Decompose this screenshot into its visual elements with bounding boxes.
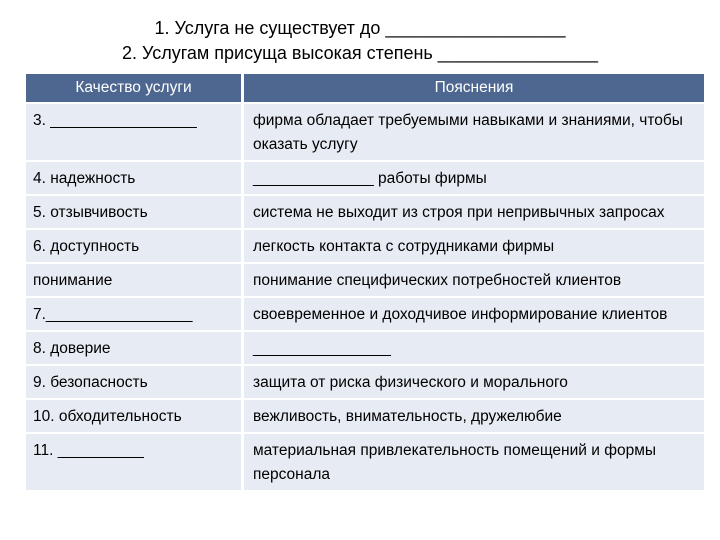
explanation-cell: легкость контакта с сотрудниками фирмы: [244, 228, 704, 262]
explanation-cell: система не выходит из строя при непривычных запросах: [244, 194, 704, 228]
explanation-cell: фирма обладает требуемыми навыками и знаниями, чтобы оказать услугу: [244, 102, 704, 160]
table-row: [26, 160, 704, 194]
column-header-explanation: Пояснения: [244, 74, 704, 102]
quality-cell: 10. обходительность: [26, 398, 244, 432]
table-row: [26, 102, 704, 160]
quality-cell: 11. __________: [26, 432, 244, 490]
explanation-cell: защита от риска физического и морального: [244, 364, 704, 398]
quality-cell: 8. доверие: [26, 330, 244, 364]
heading-line-2: 2. Услугам присуща высокая степень ________________: [122, 43, 598, 63]
column-header-quality: Качество услуги: [26, 74, 244, 102]
quality-cell: 6. доступность: [26, 228, 244, 262]
table-row: [26, 364, 704, 398]
quality-cell: понимание: [26, 262, 244, 296]
table-row: [26, 262, 704, 296]
explanation-cell: ______________ работы фирмы: [244, 160, 704, 194]
explanation-cell: своевременное и доходчивое информирование клиентов: [244, 296, 704, 330]
service-quality-table: [26, 74, 704, 490]
table-header-row: [26, 74, 704, 102]
table-row: [26, 194, 704, 228]
table-row: [26, 398, 704, 432]
explanation-cell: материальная привлекательность помещений и формы персонала: [244, 432, 704, 490]
table-row: [26, 228, 704, 262]
quality-cell: 4. надежность: [26, 160, 244, 194]
table-row: [26, 432, 704, 490]
quality-cell: 3. _________________: [26, 102, 244, 160]
quality-cell: 7._________________: [26, 296, 244, 330]
heading-line-1: 1. Услуга не существует до __________________: [154, 18, 566, 38]
quality-cell: 5. отзывчивость: [26, 194, 244, 228]
table-row: [26, 296, 704, 330]
explanation-cell: понимание специфических потребностей клиентов: [244, 262, 704, 296]
quality-cell: 9. безопасность: [26, 364, 244, 398]
table-row: [26, 330, 704, 364]
explanation-cell: ________________: [244, 330, 704, 364]
explanation-cell: вежливость, внимательность, дружелюбие: [244, 398, 704, 432]
